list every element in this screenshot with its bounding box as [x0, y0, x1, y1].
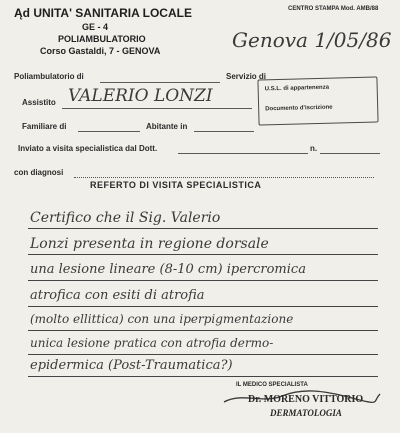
diagnosi-line	[74, 177, 374, 178]
diagnosi-label: con diagnosi	[14, 168, 64, 177]
stamp-line-1: U.S.L. di appartenenza	[264, 84, 330, 93]
referto-title: REFERTO DI VISITA SPECIALISTICA	[90, 180, 262, 190]
poliambulatorio-label: Poliambulatorio di	[14, 72, 84, 81]
familiare-label: Familiare di	[22, 122, 67, 131]
report-line: epidermica (Post-Traumatica?)	[30, 358, 233, 373]
assistito-label: Assistito	[22, 98, 56, 107]
ruled-line	[28, 306, 378, 307]
servizio-label: Servizio di	[226, 72, 267, 81]
ruled-line	[28, 254, 378, 255]
org-line-3: POLIAMBULATORIO	[58, 34, 146, 44]
doctor-name: Dr. MORENO VITTORIO	[248, 394, 364, 405]
medico-caption: IL MEDICO SPECIALISTA	[236, 382, 308, 388]
n-line	[320, 153, 380, 154]
abitante-label: Abitante in	[146, 122, 188, 131]
ruled-line	[28, 330, 378, 331]
report-line: (molto ellittica) con una iperpigmentazione	[30, 312, 294, 326]
ruled-line	[28, 228, 378, 229]
org-line-2: GE - 4	[82, 22, 109, 32]
n-label: n.	[310, 144, 318, 153]
assistito-value: VALERIO LONZI	[68, 86, 213, 106]
ruled-line	[28, 354, 378, 355]
print-center-label: CENTRO STAMPA Mod. AMB/88	[288, 6, 379, 12]
stamp-line-2: Documento d'iscrizione	[265, 104, 333, 113]
poliambulatorio-line	[100, 82, 220, 83]
familiare-line	[78, 131, 140, 132]
ruled-line	[28, 376, 378, 377]
org-line-1: Ąd UNITA' SANITARIA LOCALE	[14, 6, 192, 20]
ruled-line	[28, 280, 378, 281]
inviato-line	[178, 153, 308, 154]
usl-stamp-box	[257, 76, 378, 125]
abitante-line	[194, 131, 254, 132]
report-line: Certifico che il Sig. Valerio	[30, 210, 221, 226]
report-line: atrofica con esiti di atrofia	[30, 288, 205, 303]
report-line: una lesione lineare (8-10 cm) ipercromica	[30, 262, 306, 277]
report-line: Lonzi presenta in regione dorsale	[30, 236, 269, 252]
doctor-specialty: DERMATOLOGIA	[270, 408, 342, 418]
assistito-line	[62, 108, 252, 109]
handwritten-date: Genova 1/05/86	[232, 28, 392, 52]
report-line: unica lesione pratica con atrofia dermo-	[30, 336, 274, 350]
org-line-4: Corso Gastaldi, 7 - GENOVA	[40, 46, 161, 56]
inviato-label: Inviato a visita specialistica dal Dott.	[18, 144, 158, 153]
doctor-signature-stamp	[222, 382, 382, 432]
